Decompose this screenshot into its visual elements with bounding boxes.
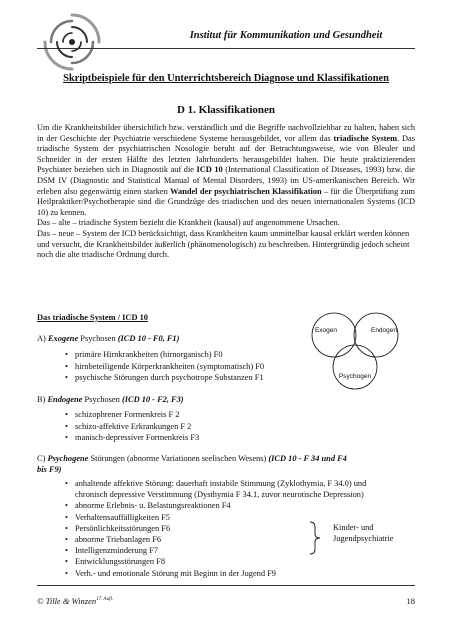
footer-copyright: © Tille & Winzen$^{17. Aufl.}$ [37, 596, 114, 606]
list-item: • Persönlichkeitsstörungen F6 [65, 523, 366, 534]
venn-circle-psychogen [333, 345, 377, 389]
list-item: • abnorme Erlebnis- u. Belastungsreaktionen F4 [65, 500, 366, 511]
triad-heading: Das triadische System / ICD 10 [37, 313, 148, 322]
intro-paragraph-1: Um die Krankheitsbilder übersichtlich bzw. verständlich und die Begriffe nachvollziehbar zu halten, haben sich in der Geschichte der Psychiatrie verschiedene Systeme herausgebildet, vor allem das triadische System. Das triadische System der psychiatrischen Nosologie beruht auf der Betrachtungsweise, wie von Bleuler und Schneider in der ersten Hälfte des letzten Jahrhunderts herausgebildet haben. Die heute praktizierenden Psychiater beziehen sich in Diagnostik auf die ICD 10 (International Classification of Diseases, 1993) bzw. die DSM IV (Diagnostic and Statistical Manual of Mental Disorders, 1993) im US-amerikanischen Bereich. Wir erleben also gegenwärtig einen starken Wandel der psychiatrischen Klassifikation – für die Überprüfung zum Heilpraktiker/Psychotherapie sind die Grundzüge des triadischen und des neuen internationalen Systems (ICD 10) zu kennen. [37, 123, 415, 217]
intro-paragraph-2: Das – alte – triadische System bezieht die Krankheit (kausal) auf angenommene Ursachen. [37, 218, 340, 228]
header-institute-title: Institut für Kommunikation und Gesundheit [189, 30, 383, 41]
venn-circle-exogen [312, 313, 356, 357]
brace-icon [309, 521, 321, 555]
section-title: D 1. Klassifikationen [176, 104, 276, 116]
intro-paragraph-3: Das – neue – System der ICD berücksichtigt, dass Krankheiten kaum unmittelbar kausal erklärt werden können und versucht, die Krankheitsbilder äußerlich (phänomenologisch) zu beschreiben. Hintergründig jedoch scheint noch die alte triadische Ordnung durch. [37, 228, 410, 260]
list-item: • manisch-depressiver Formenkreis F3 [65, 432, 199, 444]
group-b-heading: B) Endogene Psychosen (ICD 10 - F2, F3) [37, 395, 184, 404]
page-subtitle: Skriptbeispiele für den Unterrichtsbereich Diagnose und Klassifikationen [63, 73, 389, 84]
group-a-heading: A) Exogene Psychosen (ICD 10 - F0, F1) [37, 334, 180, 343]
venn-label-psychogen: Psychogen [338, 373, 372, 380]
list-item: • Intelligenzminderung F7 [65, 545, 366, 556]
group-c-list [65, 478, 366, 579]
brace-label: Kinder- und Jugendpsychiatrie [333, 523, 394, 543]
list-item: • Verhaltensauffälligkeiten F5 [65, 512, 366, 523]
list-item: • psychische Störungen durch psychotrope Substanzen F1 [65, 372, 264, 384]
triad-venn-diagram [300, 312, 410, 394]
venn-circle-endogen [354, 313, 398, 357]
group-a-list [65, 349, 264, 384]
group-b-list [65, 409, 199, 444]
venn-label-exogen: Exogen [314, 327, 338, 334]
list-item: • Verh.- und emotionale Störung mit Beginn in der Jugend F9 [65, 568, 366, 579]
list-item: • anhaltende affektive Störung: dauerhaft instabile Stimmung (Zyklothymia, F 34.0) und chronisch depressive Verstimmung (Dysthymia F 34.1, zuvor neurotische Depression) [65, 478, 366, 500]
group-c-heading: C) Psychogene Störungen (abnorme Variationen seelischen Wesens) (ICD 10 - F 34 und F4 bis F9) [37, 454, 347, 474]
list-item: • abnorme Triebanlagen F6 [65, 534, 366, 545]
list-item: • hirnbeteiligende Körperkrankheiten (symptomatisch) F0 [65, 361, 264, 373]
list-item: • schizo-affektive Erkrankungen F 2 [65, 421, 199, 433]
header-rule [37, 48, 415, 49]
intro-text [37, 123, 415, 261]
institute-logo [37, 7, 107, 77]
venn-label-endogen: Endogen [370, 327, 398, 334]
list-item: • Entwicklungsstörungen F8 [65, 556, 366, 567]
footer-rule [37, 585, 415, 586]
page-number: 18 [406, 596, 415, 606]
list-item: • schizophrener Formenkreis F 2 [65, 409, 199, 421]
list-item: • primäre Hirnkrankheiten (hirnorganisch) F0 [65, 349, 264, 361]
